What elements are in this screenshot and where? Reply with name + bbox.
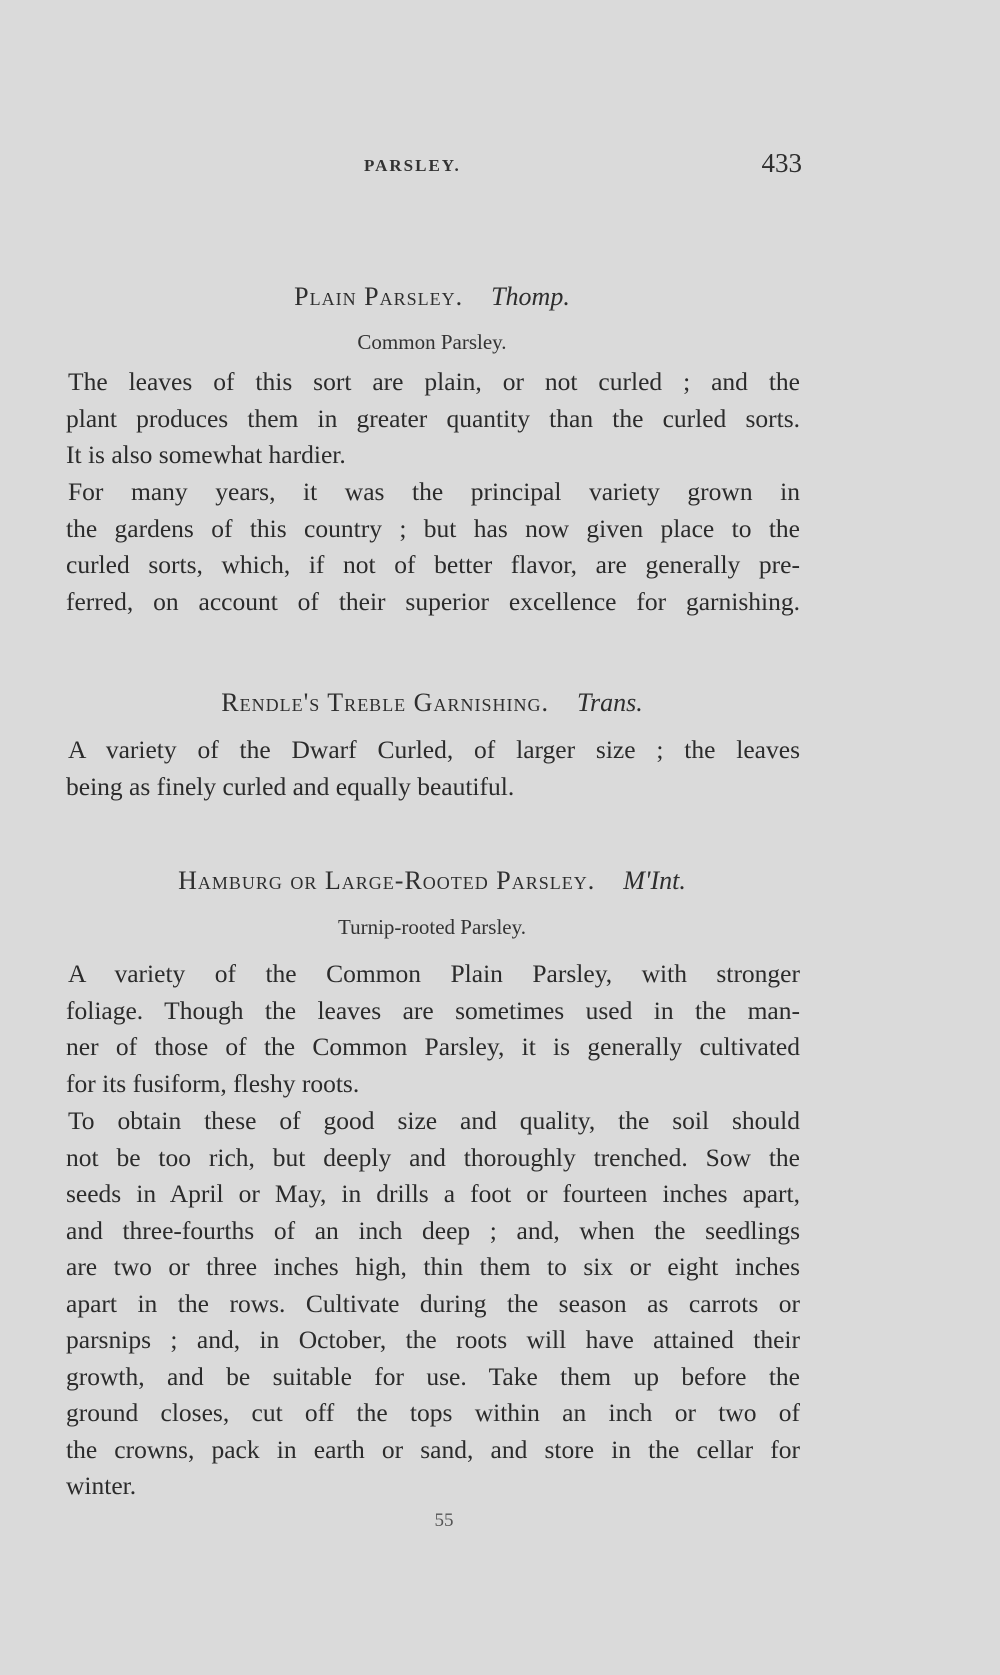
- paragraph: [66, 364, 800, 474]
- running-head: [62, 148, 802, 178]
- authority: Trans.: [576, 688, 643, 717]
- text-line: growth, and be suitable for use. Take them up before the: [66, 1361, 800, 1391]
- variety-name: Rendle's Treble Garnishing.: [221, 688, 549, 717]
- text-line: foliage. Though the leaves are sometimes used in the man-: [66, 995, 800, 1025]
- synonym: Common Parsley.: [357, 330, 507, 354]
- section-heading-plain-parsley: [62, 282, 802, 312]
- running-title: PARSLEY.: [364, 156, 461, 175]
- text-line: apart in the rows. Cultivate during the season as carrots or: [66, 1288, 800, 1318]
- variety-name: Hamburg or Large-Rooted Parsley.: [178, 866, 596, 895]
- synonym: Turnip-rooted Parsley.: [337, 915, 526, 939]
- text-line: parsnips ; and, in October, the roots will have attained their: [66, 1325, 800, 1354]
- text-line: ferred, on account of their superior excellence for garnishing.: [66, 586, 800, 616]
- variety-name: Plain Parsley.: [294, 282, 464, 311]
- text-line: curled sorts, which, if not of better flavor, are generally pre-: [66, 550, 800, 579]
- text-line: To obtain these of good size and quality, the soil should: [68, 1106, 800, 1135]
- text-line: are two or three inches high, thin them to six or eight inches: [66, 1252, 800, 1281]
- text-line: The leaves of this sort are plain, or not curled ; and the: [68, 367, 800, 396]
- text-line: plant produces them in greater quantity than the curled sorts.: [66, 403, 800, 433]
- text-line: ner of those of the Common Parsley, it is generally cultivated: [66, 1032, 800, 1061]
- text-line: being as finely curled and equally beautiful.: [66, 771, 515, 801]
- text-line: A variety of the Dwarf Curled, of larger size ; the leaves: [68, 735, 800, 764]
- text-line: seeds in April or May, in drills a foot or fourteen inches apart,: [66, 1179, 800, 1208]
- page-number: 433: [761, 148, 802, 178]
- text-line: ground closes, cut off the tops within an inch or two of: [66, 1398, 800, 1427]
- authority: M'Int.: [623, 866, 686, 895]
- section-heading-rendles-treble-garnishing: [62, 688, 802, 718]
- text-line: for its fusiform, fleshy roots.: [66, 1068, 360, 1098]
- section-heading-hamburg-parsley: [62, 866, 802, 896]
- text-line: For many years, it was the principal variety grown in: [68, 477, 800, 506]
- text-line: It is also somewhat hardier.: [66, 440, 346, 469]
- authority: Thomp.: [491, 282, 570, 311]
- text-line: not be too rich, but deeply and thoroughly trenched. Sow the: [66, 1142, 800, 1172]
- text-line: and three-fourths of an inch deep ; and, when the seedlings: [66, 1215, 800, 1245]
- paragraph: [66, 474, 800, 620]
- text-line: A variety of the Common Plain Parsley, with stronger: [68, 959, 800, 988]
- paragraph: [66, 956, 800, 1102]
- paragraph: [66, 1103, 800, 1505]
- text-line: the crowns, pack in earth or sand, and store in the cellar for: [66, 1434, 800, 1464]
- signature-mark: 55: [434, 1510, 454, 1531]
- text-line: winter.: [66, 1471, 137, 1500]
- paragraph: [66, 732, 800, 805]
- text-line: the gardens of this country ; but has now given place to the: [66, 513, 800, 543]
